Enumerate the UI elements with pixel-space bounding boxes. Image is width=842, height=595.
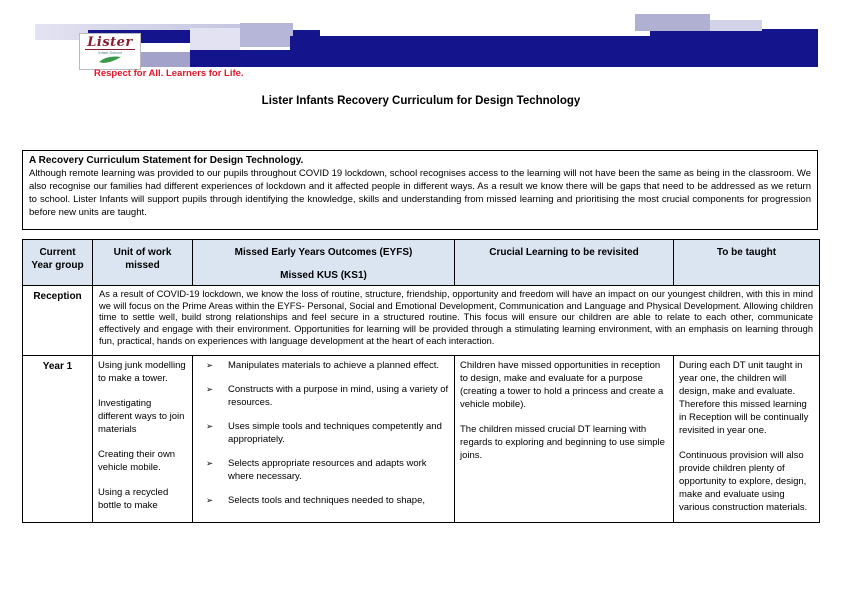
- school-motto: Respect for All. Learners for Life.: [94, 68, 244, 79]
- col-header-outcomes-line2: Missed KUS (KS1): [280, 270, 367, 281]
- row-label-reception: Reception: [23, 286, 93, 356]
- unit-item: Using a recycled bottle to make: [98, 487, 169, 511]
- col-header-unit-missed: Unit of work missed: [93, 240, 193, 286]
- outcome-item: [198, 494, 449, 507]
- banner-block: [190, 28, 240, 50]
- outcome-item: [198, 457, 449, 483]
- taught-paragraph: Continuous provision will also provide children plenty of opportunity to explore, design, make and evaluate using various construction materials.: [679, 450, 808, 513]
- crucial-paragraph: The children missed crucial DT learning with regards to exploring and beginning to use simple joins.: [460, 424, 665, 461]
- statement-body: Although remote learning was provided to our pupils throughout COVID 19 lockdown, school recognises access to the learning will not have been the same as being in the classroom. We also recognise our families had different experiences of lockdown and it affected people in different ways. As a result we know there will be gaps that need to be addressed as we return to school. Lister Infants will support pupils through identifying the knowledge, skills and understanding from missed learning and prioritising the most crucial components for progression before new units are taught.: [29, 168, 811, 218]
- page-title: Lister Infants Recovery Curriculum for Design Technology: [261, 95, 581, 107]
- arrow-bullet-icon: ➢: [206, 458, 214, 468]
- leaf-swoosh-icon: [97, 55, 123, 64]
- outcome-item: [198, 359, 449, 372]
- year1-crucial-cell: [455, 356, 674, 522]
- col-header-year-group: Current Year group: [23, 240, 93, 286]
- arrow-bullet-icon: ➢: [206, 360, 214, 370]
- outcome-text: Selects appropriate resources and adapts work where necessary.: [228, 458, 427, 482]
- unit-item: Investigating different ways to join materials: [98, 398, 185, 435]
- year1-units-cell: [93, 356, 193, 522]
- year1-taught-cell: [674, 356, 819, 522]
- outcome-item: [198, 383, 449, 409]
- unit-item: Creating their own vehicle mobile.: [98, 449, 176, 473]
- arrow-bullet-icon: ➢: [206, 421, 214, 431]
- banner-block: [140, 52, 190, 67]
- year1-outcomes-cell: [193, 356, 455, 522]
- row-label-year1: Year 1: [23, 356, 93, 522]
- outcome-text: Constructs with a purpose in mind, using a variety of resources.: [228, 384, 449, 408]
- reception-statement-cell: As a result of COVID-19 lockdown, we know the loss of routine, structure, friendship, opportunity and freedom will have an impact on our youngest children, with this in mind we will focus on the Prime Areas within the EYFS- Personal, Social and Emotional Development, Communication and Language and Physical Development. Allowing children time to settle well, build strong relationships and feel secure in a structured routine. This focus will ensure our children are able to relate to each other, communicate effectively and engage with their environment. Opportunities for learning will be provided through a stimulating learning environment, with an emphasis on learning through fun, practical, hands on experiences with language development at the heart of each interaction.: [93, 286, 819, 356]
- school-logo-subtitle: Infant School: [98, 50, 122, 55]
- col-header-crucial: Crucial Learning to be revisited: [455, 240, 674, 286]
- taught-paragraph: During each DT unit taught in year one, the children will design, make and evaluate. Therefore this missed learning in Reception will be continually revisited in year one.: [679, 360, 809, 436]
- banner-navy-bar-main: [290, 36, 818, 67]
- outcome-text: Manipulates materials to achieve a planned effect.: [228, 360, 440, 371]
- outcome-text: Selects tools and techniques needed to shape,: [228, 495, 426, 506]
- outcome-text: Uses simple tools and techniques competently and appropriately.: [228, 421, 442, 445]
- school-logo: [79, 33, 141, 70]
- col-header-outcomes-line1: Missed Early Years Outcomes (EYFS): [234, 247, 413, 258]
- banner-block: [710, 20, 762, 31]
- col-header-outcomes: [193, 240, 455, 286]
- banner-block: [240, 23, 293, 47]
- outcome-item: [198, 420, 449, 446]
- banner-block: [635, 14, 710, 31]
- recovery-statement-box: [22, 150, 818, 230]
- statement-heading: A Recovery Curriculum Statement for Design Technology.: [29, 155, 304, 166]
- banner-block: [190, 50, 290, 67]
- col-header-taught: To be taught: [674, 240, 819, 286]
- arrow-bullet-icon: ➢: [206, 495, 214, 505]
- crucial-paragraph: Children have missed opportunities in reception to design, make and evaluate for a purpose (creating a tower to hold a princess and create a vehicle mobile).: [460, 360, 664, 410]
- school-logo-name: Lister: [87, 35, 133, 50]
- arrow-bullet-icon: ➢: [206, 384, 214, 394]
- unit-item: Using junk modelling to make a tower.: [98, 360, 186, 384]
- curriculum-table: [22, 239, 820, 523]
